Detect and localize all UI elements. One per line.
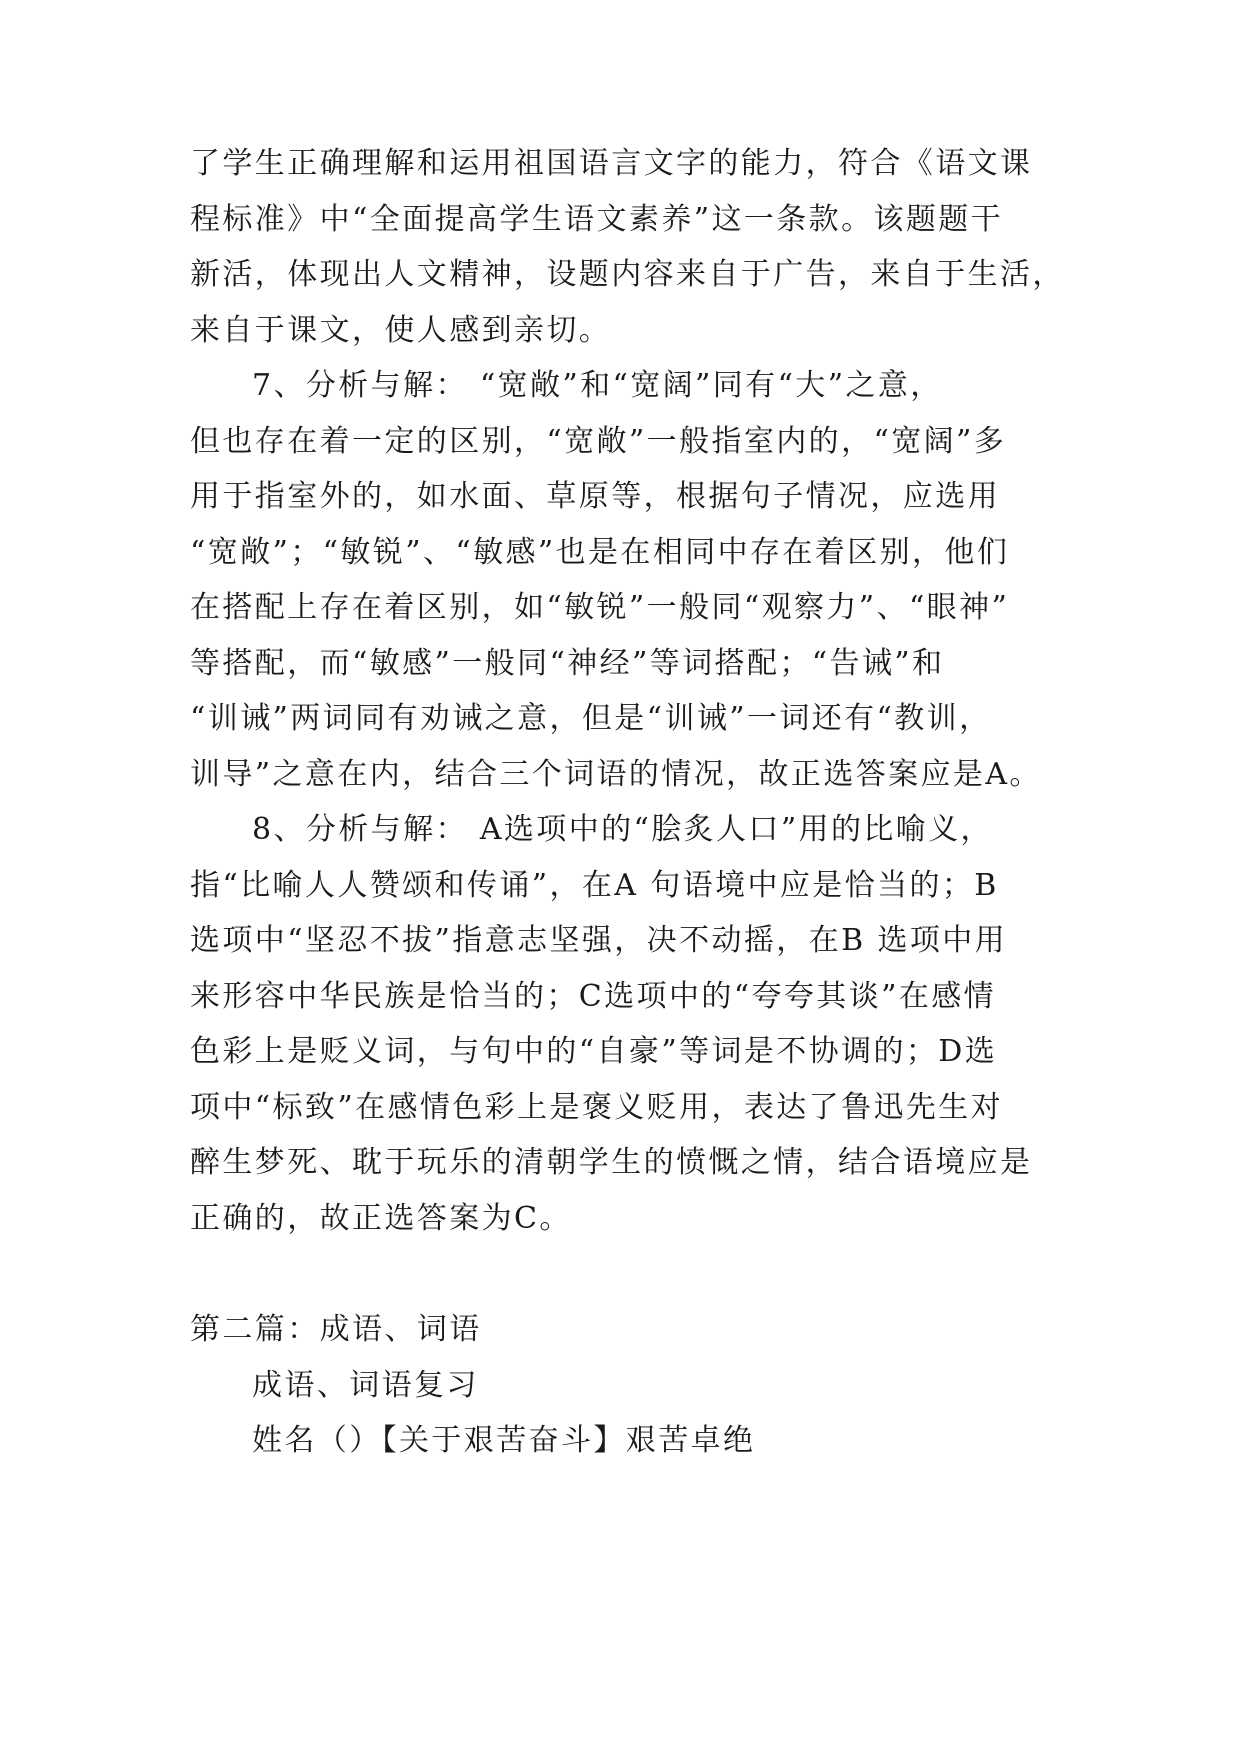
answer-8-line-4: 来形容中华民族是恰当的；C选项中的“夸夸其谈”在感情: [190, 979, 997, 1014]
answer-8-line-7: 醉生梦死、耽于玩乐的清朝学生的愤慨之情，结合语境应是: [190, 1145, 1033, 1180]
section-subtitle: 成语、词语复习: [252, 1368, 479, 1403]
answer-7-line-2: 但也存在着一定的区别，“宽敞”一般指室内的，“宽阔”多: [190, 424, 1007, 459]
name-line: 姓名（）【关于艰苦奋斗】艰苦卓绝: [252, 1423, 756, 1458]
answer-8-line-6: 项中“标致”在感情色彩上是褒义贬用，表达了鲁迅先生对: [190, 1090, 1004, 1125]
answer-8-line-2: 指“比喻人人赞颂和传诵”，在A 句语境中应是恰当的；B: [190, 868, 999, 903]
paragraph-6-line-2: 程标准》中“全面提高学生语文素养”这一条款。该题题干: [190, 202, 1004, 237]
answer-7-line-1: 7、分析与解： “宽敞”和“宽阔”同有“大”之意，: [252, 368, 943, 403]
section-heading: 第二篇：成语、词语: [190, 1312, 482, 1347]
answer-7-line-6: 等搭配，而“敏感”一般同“神经”等词搭配；“告诫”和: [190, 646, 945, 681]
answer-7-line-3: 用于指室外的，如水面、草原等，根据句子情况，应选用: [190, 479, 1000, 514]
answer-8-line-8: 正确的，故正选答案为C。: [190, 1201, 572, 1236]
answer-7-line-4: “宽敞”；“敏锐”、“敏感”也是在相同中存在着区别，他们: [190, 535, 1010, 570]
paragraph-6-line-1: 了学生正确理解和运用祖国语言文字的能力，符合《语文课: [190, 146, 1033, 181]
paragraph-6-line-3: 新活，体现出人文精神，设题内容来自于广告，来自于生活，: [190, 257, 1065, 292]
answer-8-line-1: 8、分析与解： A选项中的“脍炙人口”用的比喻义，: [252, 812, 993, 847]
answer-7-line-8: 训导”之意在内，结合三个词语的情况，故正选答案应是A。: [190, 757, 1042, 792]
answer-8-line-5: 色彩上是贬义词，与句中的“自豪”等词是不协调的；D选: [190, 1034, 998, 1069]
answer-8-line-3: 选项中“坚忍不拔”指意志坚强，决不动摇，在B 选项中用: [190, 923, 1008, 958]
answer-7-line-5: 在搭配上存在着区别，如“敏锐”一般同“观察力”、“眼神”: [190, 590, 1010, 625]
answer-7-line-7: “训诫”两词同有劝诫之意，但是“训诫”一词还有“教训，: [190, 701, 992, 736]
paragraph-6-line-4: 来自于课文，使人感到亲切。: [190, 313, 612, 348]
